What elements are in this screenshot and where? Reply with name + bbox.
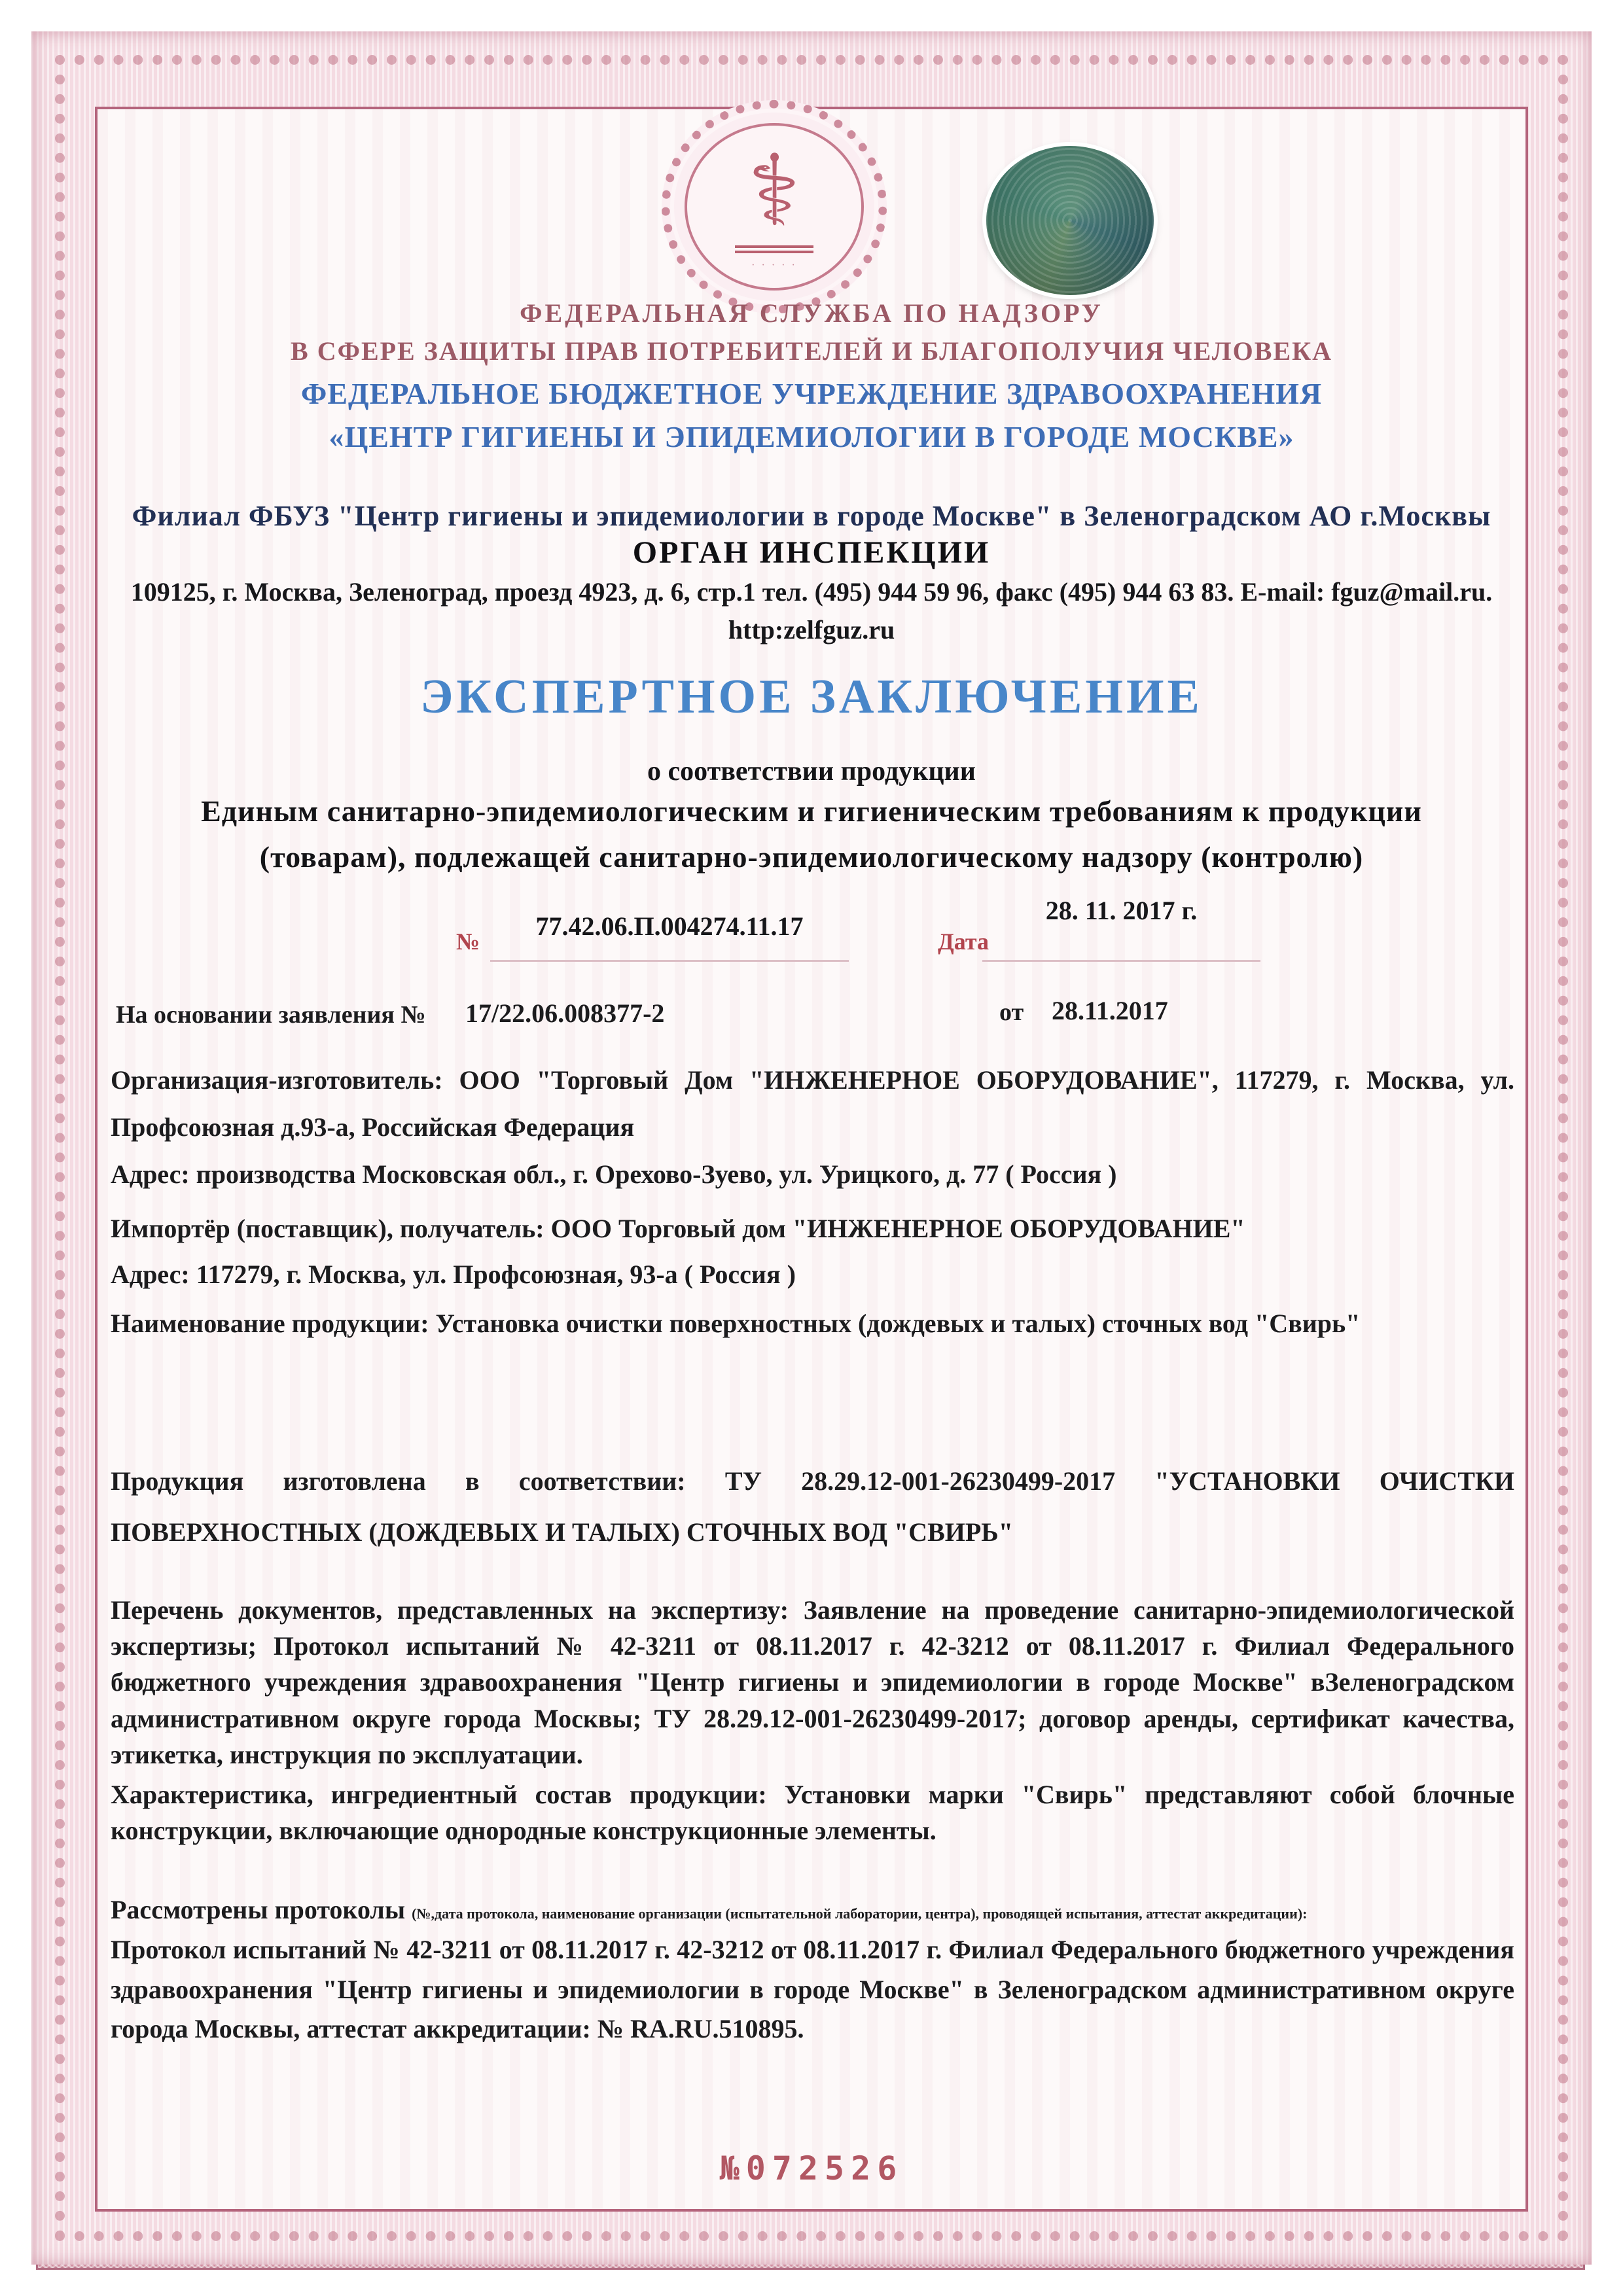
basis-from-label: от xyxy=(999,998,1024,1026)
emblem-caption-marks: · · · · · xyxy=(751,260,797,271)
basis-value: 17/22.06.008377-2 xyxy=(465,998,665,1028)
medical-emblem-icon xyxy=(662,100,887,313)
service-line-2: В СФЕРЕ ЗАЩИТЫ ПРАВ ПОТРЕБИТЕЛЕЙ И БЛАГОПОЛУЧИЯ ЧЕЛОВЕКА xyxy=(291,336,1332,366)
requirements-line-1: Единым санитарно-эпидемиологическим и гигиеническим требованиям к продукции xyxy=(201,794,1422,828)
made-according-paragraph: Продукция изготовлена в соответствии: ТУ 28.29.12-001-26230499-2017 "УСТАНОВКИ ОЧИСТКИ ПОВЕРХНОСТНЫХ (ДОЖДЕВЫХ И ТАЛЫХ) СТОЧНЫХ ВОД "СВИРЬ" xyxy=(111,1466,1514,1547)
org-line-1: ФЕДЕРАЛЬНОЕ БЮДЖЕТНОЕ УЧРЕЖДЕНИЕ ЗДРАВООХРАНЕНИЯ xyxy=(300,377,1323,410)
service-line-1: ФЕДЕРАЛЬНАЯ СЛУЖБА ПО НАДЗОРУ xyxy=(520,298,1103,328)
org-line-2: «ЦЕНТР ГИГИЕНЫ И ЭПИДЕМИОЛОГИИ В ГОРОДЕ МОСКВЕ» xyxy=(329,420,1294,453)
date-value: 28. 11. 2017 г. xyxy=(982,895,1260,962)
basis-row xyxy=(98,994,1525,1046)
number-label: № xyxy=(456,928,480,955)
snake-and-bowl-icon: ⚕ xyxy=(747,134,801,248)
form-stamp-number: №072526 xyxy=(719,2149,904,2187)
protocols-paragraph xyxy=(111,1890,1514,2049)
documents-list-paragraph: Перечень документов, представленных на экспертизу: Заявление на проведение санитарно-эпидемиологической экспертизы; Протокол испытаний № 42-3211 от 08.11.2017 г. 42-3212 от 08.11.2017 г. Филиал Федерального бюджетного учреждения здравоохранения "Центр гигиены и эпидемиологии в городе Москве" вЗеленоградском административном округе города Москвы; ТУ 28.29.12-001-26230499-2017; договор аренды, сертификат качества, этикетка, инструкция по эксплуатации. xyxy=(111,1595,1514,1769)
protocols-lead: Рассмотрены протоколы xyxy=(111,1895,412,1924)
number-date-row xyxy=(98,891,1525,986)
document-title: ЭКСПЕРТНОЕ ЗАКЛЮЧЕНИЕ xyxy=(420,670,1203,724)
branch-line: Филиал ФБУЗ "Центр гигиены и эпидемиологии в городе Москве" в Зеленоградском АО г.Москвы xyxy=(132,500,1491,532)
inspection-body-title: ОРГАН ИНСПЕКЦИИ xyxy=(632,535,991,570)
medical-emblem-inner xyxy=(685,123,864,291)
manufacturer-address-text: Адрес: производства Московская обл., г. Орехово-Зуево, ул. Урицкого, д. 77 ( Россия ) xyxy=(111,1159,1117,1189)
manufacturer-text: Организация-изготовитель: ООО "Торговый Дом "ИНЖЕНЕРНОЕ ОБОРУДОВАНИЕ", 117279, г. Москва, ул. Профсоюзная д.93-а, Российская Федерация xyxy=(111,1065,1514,1142)
importer-address-text: Адрес: 117279, г. Москва, ул. Профсоюзная, 93-а ( Россия ) xyxy=(111,1260,796,1289)
emblem-pedestal xyxy=(735,245,813,253)
address-line: 109125, г. Москва, Зеленоград, проезд 4923, д. 6, стр.1 тел. (495) 944 59 96, факс (495) 944 63 83. E-mail: fguz@mail.ru. xyxy=(130,577,1493,607)
document-subtitle: о соответствии продукции xyxy=(647,756,976,786)
basis-label: На основании заявления № xyxy=(116,1001,426,1029)
date-label: Дата xyxy=(938,928,989,955)
number-value: 77.42.06.П.004274.11.17 xyxy=(490,911,849,962)
basis-from-value: 28.11.2017 xyxy=(1052,996,1168,1025)
certificate-content-area xyxy=(95,107,1528,2212)
website-line: http:zelfguz.ru xyxy=(728,615,895,645)
protocols-note: (№,дата протокола, наименование организации (испытательной лаборатории, центра), проводящей испытания, аттестат аккредитации): xyxy=(412,1905,1308,1922)
importer-text: Импортёр (поставщик), получатель: ООО Торговый дом "ИНЖЕНЕРНОЕ ОБОРУДОВАНИЕ" xyxy=(111,1214,1245,1243)
importer-paragraph xyxy=(111,1206,1514,1298)
protocols-text: Протокол испытаний № 42-3211 от 08.11.2017 г. 42-3212 от 08.11.2017 г. Филиал Федерального бюджетного учреждения здравоохранения "Центр гигиены и эпидемиологии в городе Москве" в Зеленоградском административном округе города Москвы, аттестат аккредитации: № RA.RU.510895. xyxy=(111,1934,1514,2044)
product-name-paragraph: Наименование продукции: Установка очистки поверхностных (дождевых и талых) сточных вод "Свирь" xyxy=(111,1309,1361,1338)
hologram-seal-icon xyxy=(986,146,1154,295)
requirements-line-2: (товарам), подлежащей санитарно-эпидемиологическому надзору (контролю) xyxy=(259,840,1364,874)
manufacturer-paragraph xyxy=(111,1057,1514,1198)
characteristics-paragraph: Характеристика, ингредиентный состав продукции: Установки марки "Свирь" представляют собой блочные конструкции, включающие однородные конструкционные элементы. xyxy=(111,1780,1514,1846)
